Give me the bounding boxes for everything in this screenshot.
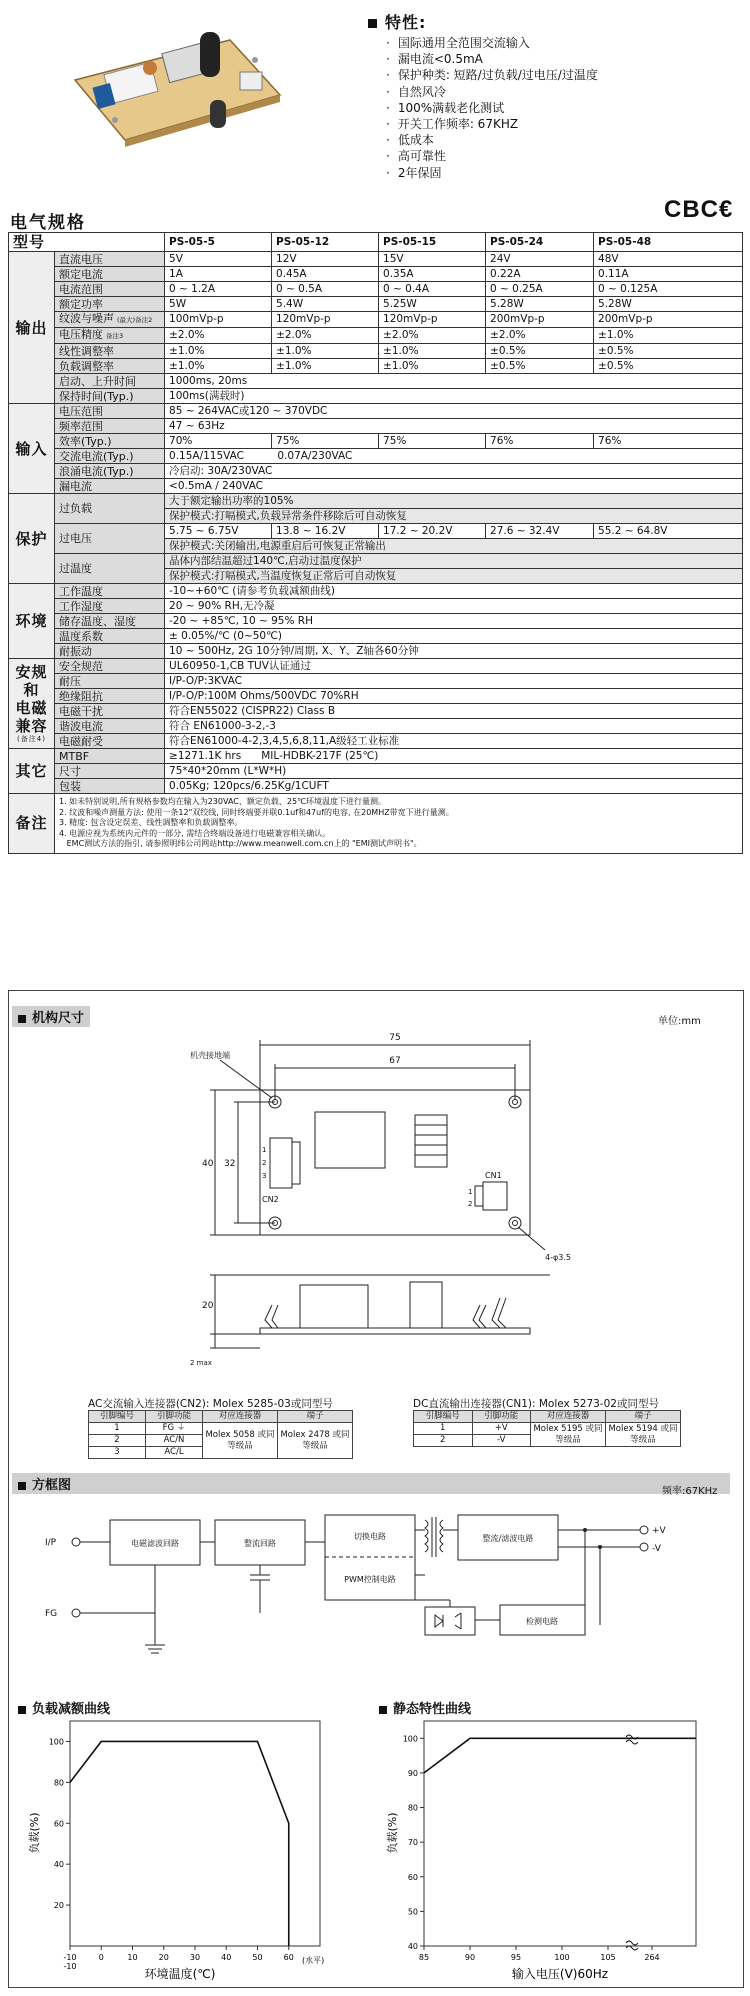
row-label: 尺寸 — [55, 764, 165, 779]
row-label-note: (最大)备注2 — [117, 316, 153, 324]
table-row — [9, 584, 743, 599]
cell: ±0.5% — [594, 344, 743, 359]
x-tick-label: 100 — [554, 1953, 570, 1962]
row-label: 额定功率 — [55, 297, 165, 312]
features-block — [368, 10, 728, 181]
x-tick-label: 30 — [189, 1953, 201, 1962]
cell: Molex 5195 或同等级品 — [531, 1423, 606, 1447]
chart-plot-area — [70, 1721, 320, 1946]
table-row — [9, 434, 743, 449]
dc-connector-title: DC直流输出连接器(CN1): Molex 5273-02或同型号 — [413, 1398, 659, 1410]
feature-item: · 自然风冷 — [386, 84, 728, 100]
side-transformer — [300, 1285, 368, 1328]
svg-text:1: 1 — [262, 1146, 267, 1154]
cell: 2 — [89, 1435, 146, 1447]
table-row — [9, 267, 743, 282]
cell: 5.25W — [379, 297, 486, 312]
row-label: MTBF — [55, 749, 165, 764]
span-cell: 保护模式:打嗝模式,负载异常条件移除后可自动恢复 — [165, 509, 743, 524]
static-chart — [382, 1715, 722, 1985]
square-bullet-icon — [368, 19, 377, 28]
x-tick-label: 264 — [644, 1953, 660, 1962]
cell: 200mVp-p — [594, 312, 743, 328]
table-row — [9, 599, 743, 614]
cell: Molex 5058 或同等级品 — [203, 1423, 278, 1459]
table-row — [9, 419, 743, 434]
row-label: 电压范围 — [55, 404, 165, 419]
derating-curve — [70, 1741, 289, 1946]
row-label: 工作湿度 — [55, 599, 165, 614]
x-tick-label: 10 — [127, 1953, 138, 1962]
dim-75-label: 75 — [389, 1033, 401, 1043]
row-label: 过温度 — [55, 554, 165, 584]
cell: 0 ~ 1.2A — [165, 282, 272, 297]
cell: +V — [472, 1423, 531, 1435]
model-name: PS-05-24 — [486, 233, 594, 252]
category-notes: 备注 — [9, 794, 55, 854]
cell: 5.28W — [594, 297, 743, 312]
chart-ticks — [403, 1734, 660, 1962]
phototransistor-icon — [455, 1613, 461, 1629]
span-cell: -10~+60℃ (请参考负载减额曲线) — [165, 584, 743, 599]
cell: 120mVp-p — [379, 312, 486, 328]
model-label: 型号 — [9, 233, 165, 252]
table-row — [9, 644, 743, 659]
cell: 0 ~ 0.5A — [272, 282, 379, 297]
span-cell: 冷启动: 30A/230VAC — [165, 464, 743, 479]
row-label: 频率范围 — [55, 419, 165, 434]
column-header: 引脚功能 — [146, 1411, 203, 1423]
y-tick-label: 70 — [407, 1838, 418, 1848]
model-name: PS-05-5 — [165, 233, 272, 252]
x-tick-label: 85 — [418, 1953, 430, 1962]
dim-32-label: 32 — [224, 1159, 236, 1169]
cell: 75% — [272, 434, 379, 449]
table-row — [9, 494, 743, 509]
dim-67-label: 67 — [389, 1056, 401, 1066]
notes-row — [9, 794, 743, 854]
cell: 5W — [165, 297, 272, 312]
x-axis-label: 环境温度(℃) — [144, 1967, 216, 1981]
y-tick-label: 60 — [407, 1872, 418, 1882]
y-axis-label: 负载(%) — [386, 1812, 399, 1854]
x-tick-label: -10 — [63, 1953, 77, 1962]
category-output: 输出 — [9, 252, 55, 404]
span-cell: 保护模式:关闭输出,电源重启后可恢复正常输出 — [165, 539, 743, 554]
derating-chart — [20, 1715, 360, 1985]
ac-connector-table — [88, 1410, 353, 1459]
cell: 5V — [165, 252, 272, 267]
cell: Molex 2478 或同等级品 — [278, 1423, 353, 1459]
span-cell: 0.15A/115VAC 0.07A/230VAC — [165, 449, 743, 464]
ac-connector-title: AC交流输入连接器(CN2): Molex 5285-03或同型号 — [88, 1398, 333, 1410]
transformer-outline — [315, 1112, 385, 1168]
cell: 55.2 ~ 64.8V — [594, 524, 743, 539]
mechanical-title: 机构尺寸 — [12, 1006, 90, 1027]
table-row — [9, 614, 743, 629]
hole-diameter-label: 4-φ3.5 — [545, 1253, 571, 1262]
cell: ±0.5% — [486, 359, 594, 374]
cell: FG ⏚ — [146, 1423, 203, 1435]
y-tick-label: 90 — [407, 1768, 418, 1778]
svg-text:2: 2 — [262, 1159, 267, 1167]
cell: 120mVp-p — [272, 312, 379, 328]
span-cell: 保护模式:打嗝模式,当温度恢复正常后可自动恢复 — [165, 569, 743, 584]
row-label: 包装 — [55, 779, 165, 794]
table-row — [89, 1411, 353, 1423]
y-axis-label: 负载(%) — [28, 1812, 41, 1854]
table-row — [9, 704, 743, 719]
table-row — [9, 252, 743, 267]
table-row — [9, 764, 743, 779]
cell: ±1.0% — [272, 359, 379, 374]
table-row — [9, 734, 743, 749]
table-row — [9, 779, 743, 794]
y-tick-label: 100 — [48, 1737, 64, 1747]
x-tick-label: 90 — [464, 1953, 476, 1962]
cell: ±1.0% — [272, 344, 379, 359]
table-row — [9, 464, 743, 479]
span-cell: 大于额定输出功率的105% — [165, 494, 743, 509]
category-protection: 保护 — [9, 494, 55, 584]
dc-connector-table — [413, 1410, 681, 1447]
cell: 5.4W — [272, 297, 379, 312]
cell: 75% — [379, 434, 486, 449]
block-diagram-title: 方框图 — [12, 1473, 730, 1494]
table-row — [9, 749, 743, 764]
cell: ±1.0% — [594, 328, 743, 344]
span-cell: I/P-O/P:3KVAC — [165, 674, 743, 689]
transformer-coil-primary — [425, 1520, 428, 1552]
span-cell: I/P-O/P:100M Ohms/500VDC 70%RH — [165, 689, 743, 704]
table-row — [9, 344, 743, 359]
table-row — [9, 297, 743, 312]
table-row — [9, 328, 743, 344]
y-tick-label: 50 — [407, 1907, 418, 1917]
cell: -V — [472, 1435, 531, 1447]
y-tick-label: 20 — [53, 1901, 64, 1911]
x-tick-label: 50 — [252, 1953, 263, 1962]
cell: AC/L — [146, 1447, 203, 1459]
x-tick-label: 0 — [98, 1953, 104, 1962]
feature-item: · 国际通用全范围交流输入 — [386, 35, 728, 51]
span-cell: ± 0.05%/℃ (0~50℃) — [165, 629, 743, 644]
row-label: 储存温度、湿度 — [55, 614, 165, 629]
cell: ±1.0% — [165, 359, 272, 374]
cell: 13.8 ~ 16.2V — [272, 524, 379, 539]
span-cell: 晶体内部结温超过140℃,启动过温度保护 — [165, 554, 743, 569]
static-title: 静态特性曲线 — [373, 1697, 477, 1718]
y-tick-label: 60 — [53, 1819, 64, 1829]
x-tick-label: 40 — [221, 1953, 232, 1962]
row-label: 线性调整率 — [55, 344, 165, 359]
y-tick-label: 80 — [53, 1778, 64, 1788]
model-name: PS-05-48 — [594, 233, 743, 252]
span-cell: UL60950-1,CB TUV认证通过 — [165, 659, 743, 674]
switch-label: 切换电路 — [354, 1532, 386, 1541]
cell: Molex 5194 或同等级品 — [606, 1423, 681, 1447]
table-row — [9, 449, 743, 464]
feature-item: · 低成本 — [386, 132, 728, 148]
cell: 76% — [486, 434, 594, 449]
row-label: 额定电流 — [55, 267, 165, 282]
certification-marks: CBC€ — [664, 196, 734, 223]
category-environment: 环境 — [9, 584, 55, 659]
span-cell: 85 ~ 264VAC或120 ~ 370VDC — [165, 404, 743, 419]
cell: 0.22A — [486, 267, 594, 282]
y-tick-label: 40 — [407, 1942, 418, 1951]
cell: 0 ~ 0.4A — [379, 282, 486, 297]
category-safety-emc: 安规 和 电磁 兼容 (备注4) — [9, 659, 55, 749]
row-label: 负载调整率 — [55, 359, 165, 374]
category-others: 其它 — [9, 749, 55, 794]
cell: 100mVp-p — [165, 312, 272, 328]
vminus-label: -V — [652, 1544, 661, 1554]
chart-plot-area — [424, 1721, 696, 1946]
span-cell: 符合EN55022 (CISPR22) Class B — [165, 704, 743, 719]
cn1-connector — [483, 1182, 507, 1210]
cell: ±2.0% — [272, 328, 379, 344]
feature-item: · 保护种类: 短路/过负载/过电压/过温度 — [386, 67, 728, 83]
model-header-row — [9, 233, 743, 252]
x-tick-label: 105 — [600, 1953, 616, 1962]
frequency-label: 频率:67KHz — [662, 1486, 718, 1497]
side-pin-left — [265, 1305, 278, 1328]
features-list — [386, 35, 728, 181]
table-row — [9, 659, 743, 674]
table-row — [9, 312, 743, 328]
cell: 0 ~ 0.125A — [594, 282, 743, 297]
cell: 76% — [594, 434, 743, 449]
cell: ±0.5% — [594, 359, 743, 374]
model-name: PS-05-12 — [272, 233, 379, 252]
span-cell: 47 ~ 63Hz — [165, 419, 743, 434]
ip-label: I/P — [45, 1538, 57, 1548]
span-cell: <0.5mA / 240VAC — [165, 479, 743, 494]
x-tick-label: -10 — [63, 1962, 77, 1971]
svg-text:1: 1 — [468, 1188, 473, 1196]
row-label: 启动、上升时间 — [55, 374, 165, 389]
chart-ticks — [49, 1737, 294, 1971]
cell: 17.2 ~ 20.2V — [379, 524, 486, 539]
cell: ±2.0% — [379, 328, 486, 344]
dim-2max-label: 2 max — [190, 1359, 212, 1367]
table-row — [9, 282, 743, 297]
cell: ±0.5% — [486, 344, 594, 359]
cell: 0.11A — [594, 267, 743, 282]
cell: 5.75 ~ 6.75V — [165, 524, 272, 539]
cell: 200mVp-p — [486, 312, 594, 328]
table-row — [89, 1423, 353, 1435]
row-label: 电压精度 备注3 — [55, 328, 165, 344]
cn2-connector — [270, 1138, 292, 1188]
row-label: 过负载 — [55, 494, 165, 524]
cell: ±1.0% — [379, 344, 486, 359]
cell: 1 — [414, 1423, 473, 1435]
x-axis-label: 输入电压(V)60Hz — [511, 1967, 609, 1981]
span-cell: -20 ~ +85℃, 10 ~ 95% RH — [165, 614, 743, 629]
cell: 1 — [89, 1423, 146, 1435]
row-label: 耐振动 — [55, 644, 165, 659]
block-diagram — [40, 1495, 720, 1665]
table-row — [9, 359, 743, 374]
side-inductor — [410, 1282, 442, 1328]
table-row — [9, 404, 743, 419]
square-bullet-icon — [379, 1706, 387, 1714]
column-header: 对应连接器 — [531, 1411, 606, 1423]
cell: 12V — [272, 252, 379, 267]
row-label-note: 备注3 — [106, 332, 124, 340]
table-row — [9, 554, 743, 569]
row-label: 电流范围 — [55, 282, 165, 297]
notes-text: 1. 如未特别说明,所有规格参数均在输入为230VAC、额定负载、25℃环境温度下进行量测。 2. 纹波和噪声测量方法: 使用一条12"双绞线, 同时终端要并联0.1uf和47uf的电容, 在20MHZ带宽下进行量测。 3. 精度: 包含设定误差、线性调整率和负载调整率。 4. 电源应视为系统内元件的一部分, 需结合终端设备进行电磁兼容相关确认。 EMC测试方法的指引, 请参照明纬公司网站http://www.meanwell.com.cn上的 "EMI测试声明书"。 — [55, 794, 743, 854]
span-cell: 10 ~ 500Hz, 2G 10分钟/周期, X、Y、Z轴各60分钟 — [165, 644, 743, 659]
cell: 2 — [414, 1435, 473, 1447]
x-tick-label: 60 — [283, 1953, 294, 1962]
optocoupler-block — [425, 1607, 475, 1635]
table-row — [9, 719, 743, 734]
feature-item: · 开关工作频率: 67KHZ — [386, 116, 728, 132]
spec-title: 电气规格 — [10, 213, 86, 233]
cell: 15V — [379, 252, 486, 267]
vplus-label: +V — [652, 1526, 666, 1536]
row-label: 电磁耐受 — [55, 734, 165, 749]
cell: 5.28W — [486, 297, 594, 312]
square-bullet-icon — [18, 1706, 26, 1714]
table-row — [9, 674, 743, 689]
spec-table — [8, 232, 743, 854]
cell: 3 — [89, 1447, 146, 1459]
dim-40-label: 40 — [202, 1159, 214, 1169]
rect-label: 整流回路 — [244, 1539, 276, 1548]
table-row — [9, 374, 743, 389]
span-cell: 符合 EN61000-3-2,-3 — [165, 719, 743, 734]
side-board — [260, 1328, 530, 1334]
table-row — [9, 689, 743, 704]
row-label: 谐波电流 — [55, 719, 165, 734]
cell: 0.45A — [272, 267, 379, 282]
cell: 0 ~ 0.25A — [486, 282, 594, 297]
model-name: PS-05-15 — [379, 233, 486, 252]
features-title: 特性: — [368, 10, 728, 33]
span-cell: ≥1271.1K hrs MIL-HDBK-217F (25℃) — [165, 749, 743, 764]
emi-label: 电磁滤波回路 — [131, 1539, 179, 1548]
out-rect-label: 整流/滤波电路 — [482, 1534, 534, 1543]
span-cell: 1000ms, 20ms — [165, 374, 743, 389]
transformer-coil-secondary — [440, 1520, 443, 1552]
row-label: 过电压 — [55, 524, 165, 554]
cn2-label: CN2 — [262, 1195, 279, 1204]
table-row — [414, 1411, 681, 1423]
cell: 1A — [165, 267, 272, 282]
cell: ±2.0% — [486, 328, 594, 344]
axis-break-icon — [626, 1735, 638, 1950]
pwm-label: PWM控制电路 — [344, 1575, 396, 1584]
square-bullet-icon — [18, 1482, 26, 1490]
cn1-label: CN1 — [485, 1171, 502, 1180]
category-input: 输入 — [9, 404, 55, 494]
feature-item: · 漏电流<0.5mA — [386, 51, 728, 67]
cell: ±2.0% — [165, 328, 272, 344]
cell: 27.6 ~ 32.4V — [486, 524, 594, 539]
cell: 24V — [486, 252, 594, 267]
row-label: 耐压 — [55, 674, 165, 689]
row-label: 浪涌电流(Typ.) — [55, 464, 165, 479]
row-label: 效率(Typ.) — [55, 434, 165, 449]
row-label: 纹波与噪声 (最大)备注2 — [55, 312, 165, 328]
product-photo — [55, 10, 295, 150]
table-row — [9, 524, 743, 539]
cell: ±1.0% — [379, 359, 486, 374]
row-label: 安全规范 — [55, 659, 165, 674]
column-header: 引脚编号 — [414, 1411, 473, 1423]
row-label: 温度系数 — [55, 629, 165, 644]
cell: AC/N — [146, 1435, 203, 1447]
span-cell: 75*40*20mm (L*W*H) — [165, 764, 743, 779]
row-label: 工作温度 — [55, 584, 165, 599]
column-header: 端子 — [606, 1411, 681, 1423]
column-header: 引脚编号 — [89, 1411, 146, 1423]
table-row — [9, 629, 743, 644]
static-curve — [424, 1738, 696, 1773]
x-tick-label: 20 — [158, 1953, 169, 1962]
column-header: 引脚功能 — [472, 1411, 531, 1423]
row-label: 电磁干扰 — [55, 704, 165, 719]
column-header: 对应连接器 — [203, 1411, 278, 1423]
hole-leader — [220, 1060, 272, 1098]
span-cell: 100ms(满载时) — [165, 389, 743, 404]
led-icon — [435, 1615, 443, 1627]
span-cell: 20 ~ 90% RH,无冷凝 — [165, 599, 743, 614]
cell: 70% — [165, 434, 272, 449]
x-tick-label: 95 — [510, 1953, 522, 1962]
span-cell: 符合EN61000-4-2,3,4,5,6,8,11,A级轻工业标准 — [165, 734, 743, 749]
y-tick-label: 40 — [53, 1860, 64, 1870]
inductor-outline — [415, 1115, 447, 1167]
mechanical-drawing — [160, 1020, 600, 1370]
table-row — [414, 1423, 681, 1435]
dim-20-label: 20 — [202, 1301, 214, 1311]
feature-item: · 2年保固 — [386, 165, 728, 181]
square-bullet-icon — [18, 1015, 26, 1023]
svg-text:2: 2 — [468, 1200, 473, 1208]
row-label: 直流电压 — [55, 252, 165, 267]
derating-title: 负载减额曲线 — [12, 1697, 116, 1718]
row-label: 保持时间(Typ.) — [55, 389, 165, 404]
row-label: 漏电流 — [55, 479, 165, 494]
x-axis-unit: (水平) — [302, 1956, 325, 1965]
hole-label: 机壳接地端 — [190, 1051, 230, 1060]
svg-text:3: 3 — [262, 1172, 267, 1180]
row-label: 交流电流(Typ.) — [55, 449, 165, 464]
unit-label: 单位:mm — [658, 1016, 701, 1027]
table-row — [9, 389, 743, 404]
feature-item: · 高可靠性 — [386, 148, 728, 164]
y-tick-label: 80 — [407, 1803, 418, 1813]
table-row — [9, 479, 743, 494]
fg-label: FG — [45, 1609, 58, 1619]
y-tick-label: 100 — [402, 1734, 418, 1744]
span-cell: 0.05Kg; 120pcs/6.25Kg/1CUFT — [165, 779, 743, 794]
row-label: 绝缘阻抗 — [55, 689, 165, 704]
cell: 48V — [594, 252, 743, 267]
detect-label: 检测电路 — [526, 1617, 558, 1626]
cell: ±1.0% — [165, 344, 272, 359]
feature-item: · 100%满载老化测试 — [386, 100, 728, 116]
cell: 0.35A — [379, 267, 486, 282]
column-header: 端子 — [278, 1411, 353, 1423]
